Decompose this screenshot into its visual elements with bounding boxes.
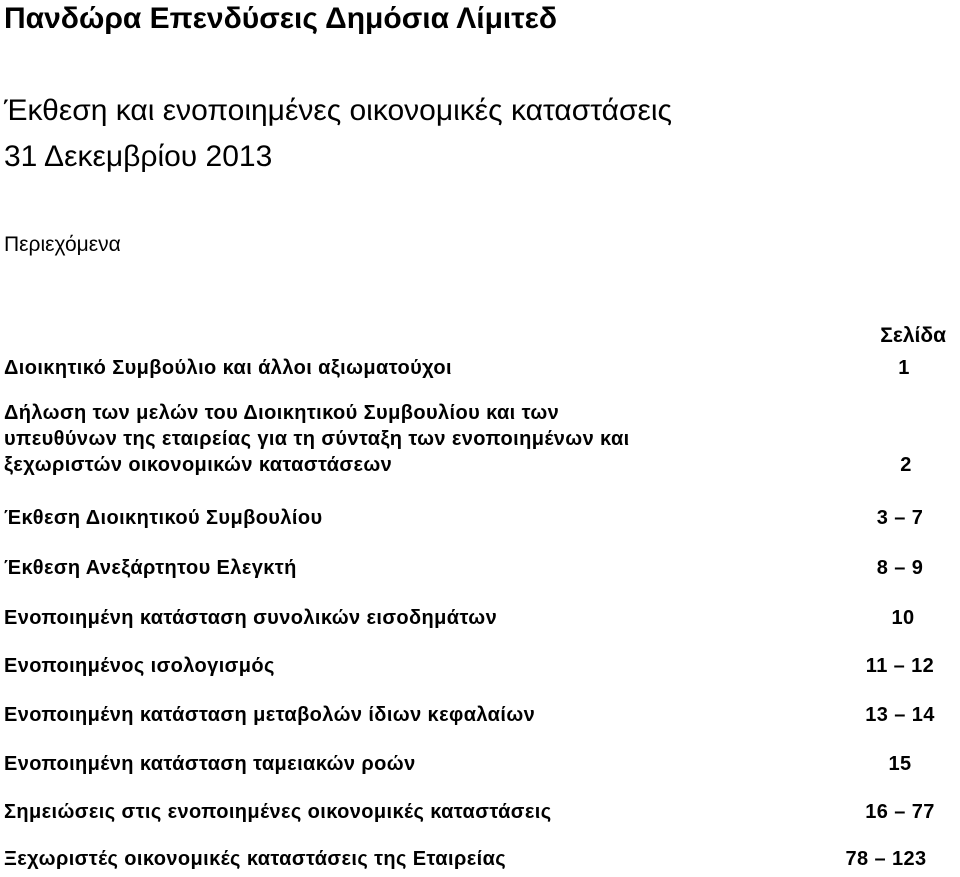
toc-page: 15 [888, 753, 912, 775]
toc-label [4, 653, 794, 679]
toc-label [4, 751, 794, 777]
toc-label-line: Ενοποιημένος ισολογισμός [4, 655, 275, 677]
toc-page: 2 [900, 454, 912, 476]
toc-page: 8 – 9 [876, 557, 924, 579]
toc-label [4, 400, 794, 478]
toc-page: 16 – 77 [865, 801, 935, 823]
report-date: 31 Δεκεμβρίου 2013 [4, 140, 273, 173]
toc-label [4, 846, 794, 872]
toc-item-notes [4, 799, 944, 825]
toc-page: 13 – 14 [865, 704, 935, 726]
toc-label-line: Διοικητικό Συμβούλιο και άλλοι αξιωματούχοι [4, 357, 452, 379]
toc-label-line: Ξεχωριστές οικονομικές καταστάσεις της Εταιρείας [4, 848, 507, 870]
report-title: Έκθεση και ενοποιημένες οικονομικές καταστάσεις [4, 94, 673, 127]
toc-item-board-report [4, 505, 944, 531]
contents-heading: Περιεχόμενα [4, 233, 121, 256]
toc-label-line: Έκθεση Ανεξάρτητου Ελεγκτή [4, 557, 297, 579]
toc-label-line: Ενοποιημένη κατάσταση μεταβολών ίδιων κεφαλαίων [4, 704, 536, 726]
toc-label [4, 555, 794, 581]
toc-item-auditor-report [4, 555, 944, 581]
toc-label [4, 702, 794, 728]
toc-item-board [4, 355, 944, 381]
toc-label [4, 799, 794, 825]
toc-item-balance-sheet [4, 653, 944, 679]
toc-label-line: υπευθύνων της εταιρείας για τη σύνταξη των ενοποιημένων και [4, 428, 630, 450]
toc-page: 10 [891, 607, 915, 629]
toc-label-line: Ενοποιημένη κατάσταση ταμειακών ροών [4, 753, 416, 775]
company-name: Πανδώρα Επενδύσεις Δημόσια Λίμιτεδ [4, 2, 558, 35]
toc-item-statement [4, 400, 944, 478]
toc-label [4, 355, 794, 381]
toc-page: 3 – 7 [876, 507, 924, 529]
toc-label-line: Ενοποιημένη κατάσταση συνολικών εισοδημάτων [4, 607, 498, 629]
toc-label-line: Δήλωση των μελών του Διοικητικού Συμβουλίου και των [4, 402, 560, 424]
toc-page: 1 [898, 357, 910, 379]
toc-label [4, 605, 794, 631]
toc-label-line: Έκθεση Διοικητικού Συμβουλίου [4, 507, 323, 529]
toc-item-comprehensive-income [4, 605, 944, 631]
toc-page: 78 – 123 [845, 848, 927, 870]
toc-label [4, 505, 794, 531]
toc-label-line: Σημειώσεις στις ενοποιημένες οικονομικές καταστάσεις [4, 801, 552, 823]
toc-label-line: ξεχωριστών οικονομικών καταστάσεων [4, 454, 393, 476]
toc-item-separate-statements [4, 846, 944, 872]
toc-item-cash-flows [4, 751, 944, 777]
toc-item-equity-changes [4, 702, 944, 728]
page-column-heading: Σελίδα [880, 324, 946, 347]
toc-page: 11 – 12 [865, 655, 935, 677]
